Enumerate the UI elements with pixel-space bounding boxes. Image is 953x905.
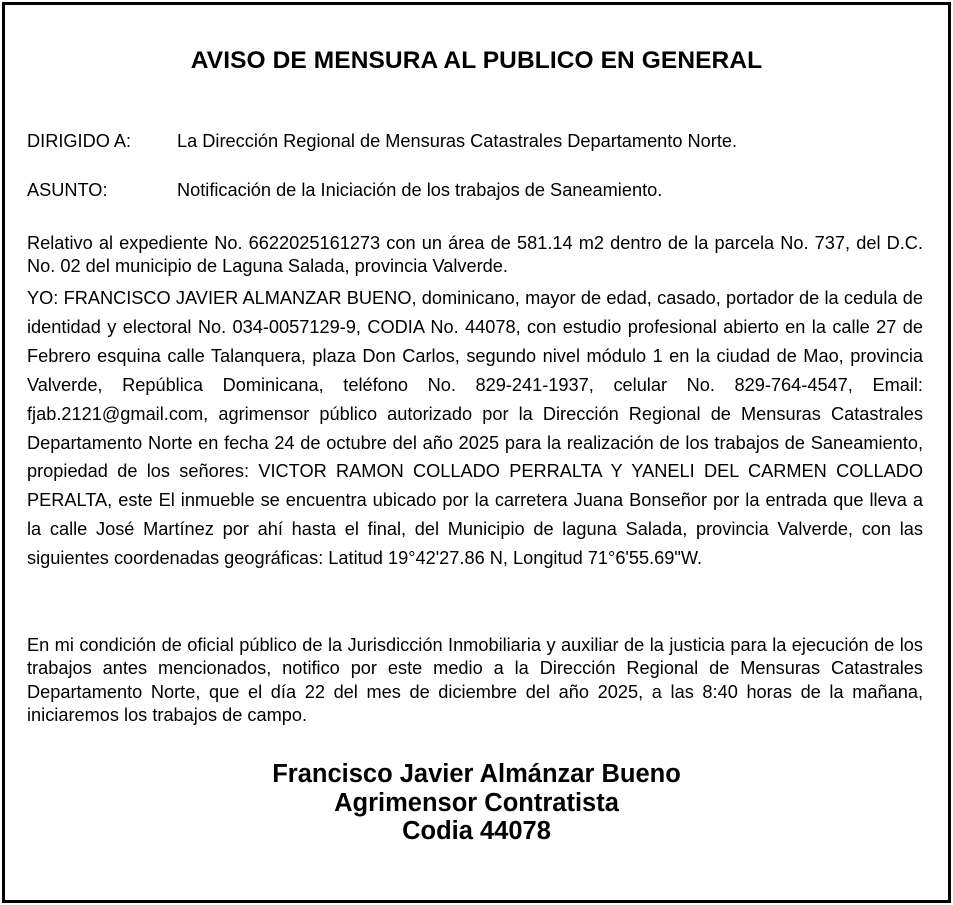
signature-block <box>5 760 948 846</box>
signature-role: Agrimensor Contratista <box>334 788 619 817</box>
addressed-to-label: DIRIGIDO A: <box>27 131 132 151</box>
subject-line <box>27 180 662 201</box>
addressed-to-value: La Dirección Regional de Mensuras Catastrales Departamento Norte. <box>177 131 738 151</box>
paragraph-file-reference: Relativo al expediente No. 6622025161273 con un área de 581.14 m2 dentro de la parcela No. 737, del D.C. No. 02 del municipio de Laguna Salada, provincia Valverde. <box>27 233 923 276</box>
subject-value: Notificación de la Iniciación de los trabajos de Saneamiento. <box>177 180 663 200</box>
signature-name: Francisco Javier Almánzar Bueno <box>272 760 681 788</box>
addressed-to-line <box>27 131 737 152</box>
notice-title: AVISO DE MENSURA AL PUBLICO EN GENERAL <box>190 47 763 74</box>
paragraph-surveyor-statement: YO: FRANCISCO JAVIER ALMANZAR BUENO, dominicano, mayor de edad, casado, portador de la cedula de identidad y electoral No. 034-0057129-9, CODIA No. 44078, con estudio profesional abierto en la calle 27 de Febrero esquina calle Talanquera, plaza Don Carlos, segundo nivel módulo 1 en la ciudad de Mao, provincia Valverde, República Dominicana, teléfono No. 829-241-1937, celular No. 829-764-4547, Email: fjab.2121@gmail.com, agrimensor público autorizado por la Dirección Regional de Mensuras Catastrales Departamento Norte en fecha 24 de octubre del año 2025 para la realización de los trabajos de Saneamiento, propiedad de los señores: VICTOR RAMON COLLADO PERRALTA Y YANELI DEL CARMEN COLLADO PERALTA, este El inmueble se encuentra ubicado por la carretera Juana Bonseñor por la entrada que lleva a la calle José Martínez por ahí hasta el final, del Municipio de laguna Salada, provincia Valverde, con las siguientes coordenadas geográficas: Latitud 19°42'27.86 N, Longitud 71°6'55.69"W. <box>27 288 923 569</box>
notice-frame <box>2 2 951 903</box>
paragraph-notification: En mi condición de oficial público de la Jurisdicción Inmobiliaria y auxiliar de la justicia para la ejecución de los trabajos antes mencionados, notifico por este medio a la Dirección Regional de Mensuras Catastrales Departamento Norte, que el día 22 del mes de diciembre del año 2025, a las 8:40 horas de la mañana, iniciaremos los trabajos de campo. <box>27 635 923 725</box>
signature-codia: Codia 44078 <box>402 817 551 845</box>
subject-label: ASUNTO: <box>27 180 108 200</box>
